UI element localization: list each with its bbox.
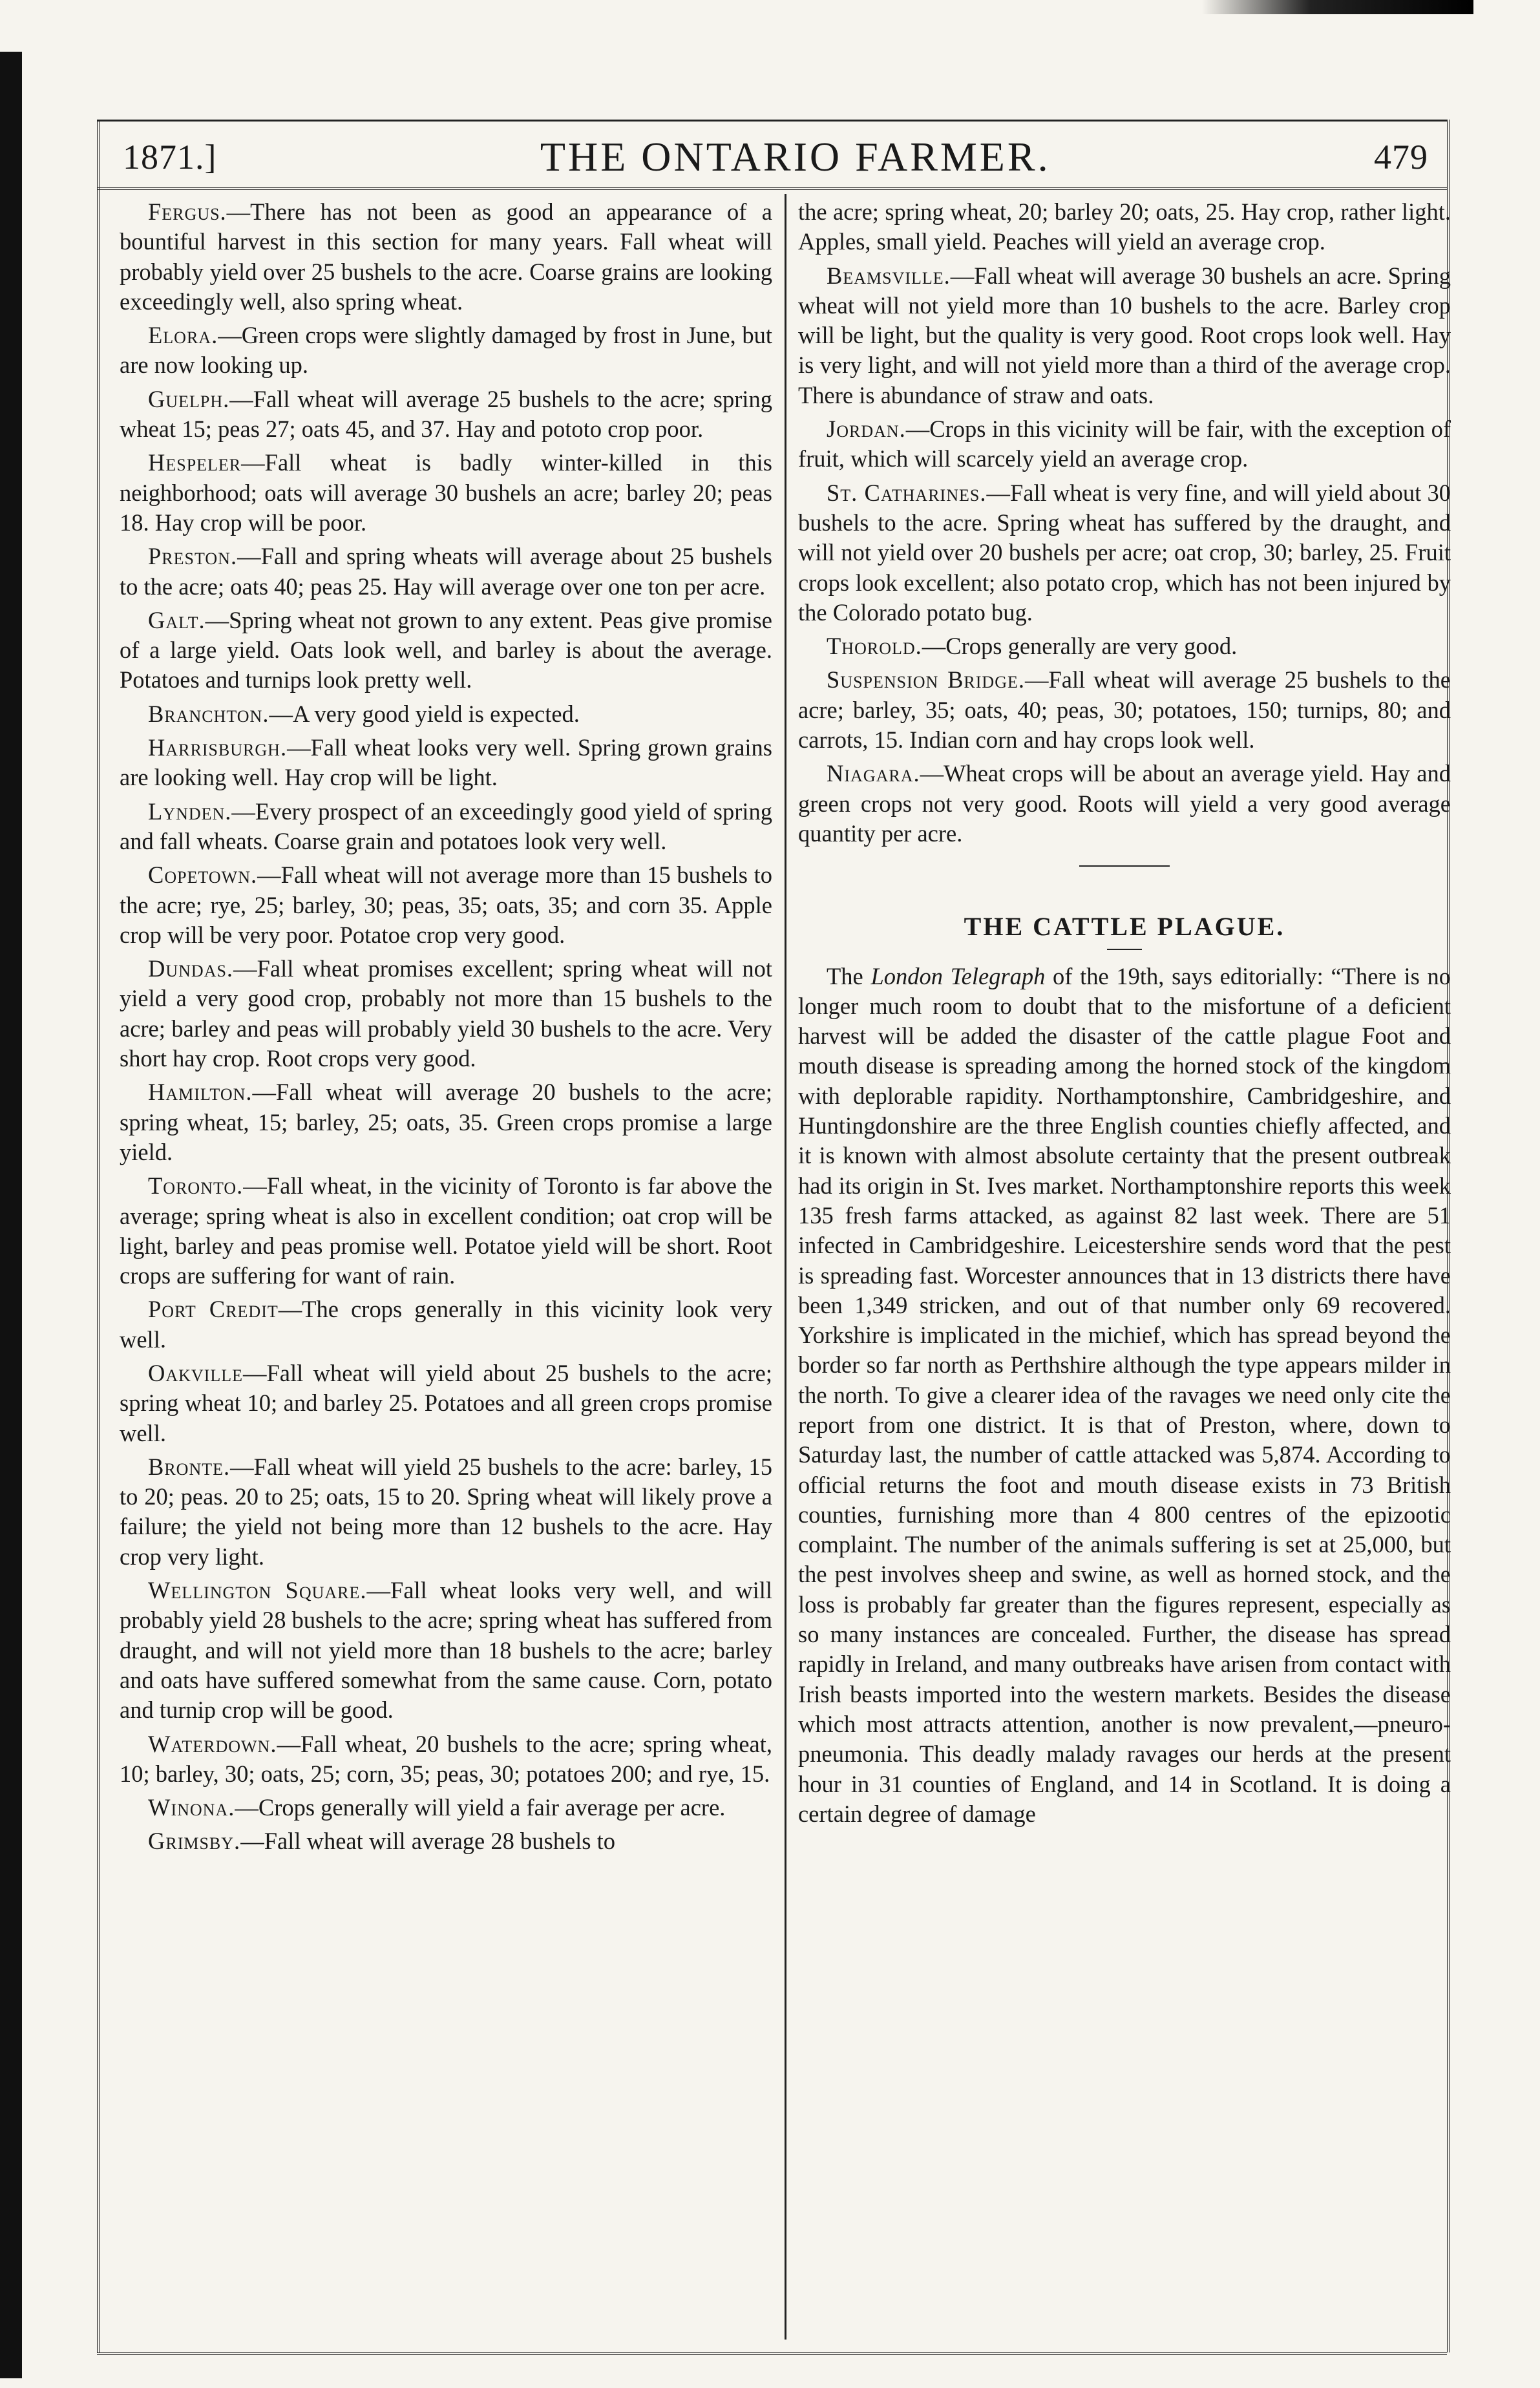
crop-report-entry xyxy=(120,1294,772,1355)
place-name: Jordan. xyxy=(827,416,906,443)
report-text: —Crops in this vicinity will be fair, with the exception of fruit, which will scarcely yield an average crop. xyxy=(798,416,1451,472)
report-text: —There has not been as good an appearance of a bountiful harvest in this section for many years. Fall wheat will probably yield over 25 bushels to the acre. Coarse grains are looking exceedingly well, also spring wheat. xyxy=(120,198,772,315)
report-text: —Fall wheat will average 30 bushels an acre. Spring wheat will not yield more than 10 bushels to the acre. Barley crop will be light, but the quality is very good. Root crops look well. Hay is very light, and will not yield more than a third of the average crop. There is abundance of straw and oats. xyxy=(798,262,1451,408)
continued-report-text: the acre; spring wheat, 20; barley 20; oats, 25. Hay crop, rather light. Apples, small yield. Peaches will yield an average crop. xyxy=(798,198,1451,255)
place-name: Harrisburgh. xyxy=(148,734,288,761)
crop-report-entry xyxy=(120,733,772,793)
crop-report-entry xyxy=(120,1077,772,1167)
report-text: —Fall and spring wheats will average about 25 bushels to the acre; oats 40; peas 25. Hay will average over one ton per acre. xyxy=(120,543,772,600)
place-name: St. Catharines. xyxy=(827,479,987,506)
crop-report-entry xyxy=(120,954,772,1073)
crop-report-entry xyxy=(798,478,1451,628)
place-name: Grimsby. xyxy=(148,1828,241,1855)
place-name: Galt. xyxy=(148,606,206,633)
report-text: —Fall wheat, in the vicinity of Toronto is far above the average; spring wheat is also in excellent condition; oat crop will be light, barley and peas promise well. Potatoe yield will be short. Root crops are suffering for want of rain. xyxy=(120,1172,772,1289)
place-name: Port Credit xyxy=(148,1296,279,1323)
crop-report-entry xyxy=(120,606,772,695)
crop-report-entry xyxy=(120,1358,772,1448)
report-text: —The crops generally in this vicinity look very well. xyxy=(120,1296,773,1353)
crop-report-entry xyxy=(120,797,772,857)
place-name: Bronte. xyxy=(148,1453,231,1480)
crop-report-entry xyxy=(120,1171,772,1291)
report-text: —Green crops were slightly damaged by frost in June, but are now looking up. xyxy=(120,322,772,379)
report-text: —Fall wheat will average 25 bushels to the acre; barley, 35; oats, 40; peas, 30; potatoes, 150; turnips, 80; and carrots, 15. Indian corn and hay crops look well. xyxy=(798,666,1451,754)
place-name: Guelph. xyxy=(148,385,230,412)
crop-report-entry xyxy=(798,665,1451,755)
crop-report-entry xyxy=(120,860,772,950)
place-name: Waterdown. xyxy=(148,1730,277,1757)
place-name: Wellington Square. xyxy=(148,1577,367,1604)
report-text: —Fall wheat, 20 bushels to the acre; spring wheat, 10; barley, 30; oats, 25; corn, 35; peas, 30; potatoes 200; and rye, 15. xyxy=(120,1730,772,1787)
place-name: Hespeler xyxy=(148,449,242,476)
place-name: Fergus. xyxy=(148,198,227,225)
place-name: Preston. xyxy=(148,543,238,570)
place-name: Thorold. xyxy=(827,633,922,660)
column-divider xyxy=(785,194,786,2340)
crop-report-entry xyxy=(120,1826,772,1856)
place-name: Oakville xyxy=(148,1359,243,1386)
section-separator xyxy=(1079,865,1170,867)
right-column xyxy=(798,197,1451,1833)
article-text: of the 19th, says editorially: “There is no longer much room to doubt that to the misfortune of a deficient harvest will be added the disaster of the cattle plague Foot and mouth disease is spreading among the horned stock of the kingdom with deplorable rapidity. Northamptonshire, Cambridgeshire, and Huntingdonshire are the three English counties chiefly affected, and it is known with almost absolute certainty that the present outbreak had its origin in St. Ives market. Northamptonshire reports this week 135 fresh farms attacked, as against 82 last week. There are 51 infected in Cambridgeshire. Leicestershire sends word that the pest is spreading fast. Worcester announces that in 13 districts there have been 1,349 stricken, and out of that number only 69 recovered. Yorkshire is implicated in the michief, which has spread beyond the border so far north as Perthshire although the type appears milder in the north. To give a clearer idea of the ravages we need only cite the report from one district. It is that of Preston, where, down to Saturday last, the number of cattle attacked was 5,874. According to official returns the foot and mouth disease exists in 73 British counties, furnishing more than 4 800 centres of the epizootic complaint. The number of the animals suffering is set at 25,000, but the pest involves sheep and swine, as well as horned stock, and the loss is probably far greater than the figures represent, especially as so many instances are concealed. Further, the disease has spread rapidly in Ireland, and many outbreaks have arisen from contact with Irish beasts imported into the western markets. Besides the disease which most attracts attention, another is now prevalent,—pneuro-pneumonia. This deadly malady ravages our herds at the present hour in 31 counties of England, and 14 in Scotland. It is doing a certain degree of damage xyxy=(798,962,1451,1827)
running-header xyxy=(123,129,1428,184)
report-text: —Fall wheat will yield 25 bushels to the acre: barley, 15 to 20; peas. 20 to 25; oats, 15 to 20. Spring wheat will likely prove a failure; the yield not being more than 12 bushels to the acre. Hay crop very light. xyxy=(120,1453,772,1570)
place-name: Lynden. xyxy=(148,798,232,825)
crop-report-entry xyxy=(798,261,1451,410)
report-text: —Crops generally will yield a fair average per acre. xyxy=(235,1794,726,1821)
report-text: —Fall wheat looks very well. Spring grown grains are looking well. Hay crop will be light. xyxy=(120,734,772,791)
place-name: Toronto. xyxy=(148,1172,244,1199)
report-text: —Spring wheat not grown to any extent. Peas give promise of a large yield. Oats look well, and barley is about the average. Potatoes and turnips look pretty well. xyxy=(120,606,772,693)
report-text: —Crops generally are very good. xyxy=(922,633,1238,660)
place-name: Niagara. xyxy=(827,760,920,787)
place-name: Suspension Bridge. xyxy=(827,666,1025,693)
report-text: —Fall wheat will average 20 bushels to the acre; spring wheat, 15; barley, 25; oats, 35. Green crops promise a large yield. xyxy=(120,1079,772,1165)
report-text: —Fall wheat is very fine, and will yield about 30 bushels to the acre. Spring wheat has suffered by the draught, and will not yield over 20 bushels per acre; oat crop, 30; barley, 25. Fruit crops look excellent; also potato crop, which has not been injured by the Colorado potato bug. xyxy=(798,479,1451,626)
place-name: Dundas. xyxy=(148,955,234,982)
title-rule xyxy=(1107,949,1142,950)
place-name: Hamilton. xyxy=(148,1079,253,1106)
place-name: Elora. xyxy=(148,322,218,349)
place-name: Beamsville. xyxy=(827,262,951,289)
report-text: —Every prospect of an exceedingly good yield of spring and fall wheats. Coarse grain and potatoes look very well. xyxy=(120,798,772,854)
report-text: —Fall wheat will yield about 25 bushels to the acre; spring wheat 10; and barley 25. Potatoes and all green crops promise well. xyxy=(120,1359,772,1446)
crop-report-entry xyxy=(120,1793,772,1823)
crop-report-entry xyxy=(798,414,1451,474)
crop-report-entry xyxy=(120,699,772,729)
report-text: —Wheat crops will be about an average yield. Hay and green crops not very good. Roots will yield a very good average quantity per acre. xyxy=(798,760,1451,847)
crop-report-entry xyxy=(120,385,772,445)
newspaper-name: London Telegraph xyxy=(870,962,1046,989)
report-text: —A very good yield is expected. xyxy=(269,700,580,727)
report-text: —Fall wheat looks very well, and will probably yield 28 bushels to the acre; spring wheat has suffered from draught, and will not yield more than 18 bushels to the acre; barley and oats have suffered somewhat from the same cause. Corn, potato and turnip crop will be good. xyxy=(120,1577,772,1724)
crop-report-entry xyxy=(798,631,1451,661)
crop-report-entry xyxy=(120,448,772,538)
crop-report-entry xyxy=(120,1576,772,1725)
left-column xyxy=(120,197,772,1861)
crop-report-entry xyxy=(120,1729,772,1790)
report-text: —Fall wheat will not average more than 15 bushels to the acre; rye, 25; barley, 30; peas, 35; oats, 35; and corn 35. Apple crop will be very poor. Potatoe crop very good. xyxy=(120,861,772,948)
crop-report-entry xyxy=(120,197,772,317)
place-name: Copetown. xyxy=(148,861,258,889)
report-text: —Fall wheat will average 25 bushels to the acre; spring wheat 15; peas 27; oats 45, and 37. Hay and pototo crop poor. xyxy=(120,385,772,443)
place-name: Winona. xyxy=(148,1794,235,1821)
crop-report-entry xyxy=(798,759,1451,849)
report-text: —Fall wheat will average 28 bushels to xyxy=(240,1828,615,1855)
report-text: —Fall wheat promises excellent; spring wheat will not yield a very good crop, probably not more than 15 bushels to the acre; barley and peas will probably yield 30 bushels to the acre. Very short hay crop. Root crops very good. xyxy=(120,955,772,1072)
header-year: 1871.] xyxy=(123,137,217,176)
journal-title: THE ONTARIO FARMER. xyxy=(540,133,1051,180)
article-body xyxy=(798,962,1451,1830)
article-title: THE CATTLE PLAGUE. xyxy=(964,912,1285,942)
report-text: —Fall wheat is badly winter-killed in this neighborhood; oats will average 30 bushels an acre; barley 20; peas 18. Hay crop will be poor. xyxy=(120,449,772,536)
crop-report-entry xyxy=(120,321,772,381)
header-rule xyxy=(97,187,1447,190)
crop-report-entry xyxy=(120,1452,772,1572)
article-lead: The xyxy=(827,962,871,989)
crop-report-entry xyxy=(120,542,772,602)
top-rule xyxy=(97,120,1447,122)
place-name: Branchton. xyxy=(148,700,269,727)
scan-ink-smudge xyxy=(1202,0,1473,14)
scan-edge-shadow xyxy=(0,52,22,2378)
page-number: 479 xyxy=(1373,137,1428,176)
bottom-rule xyxy=(97,2352,1447,2355)
